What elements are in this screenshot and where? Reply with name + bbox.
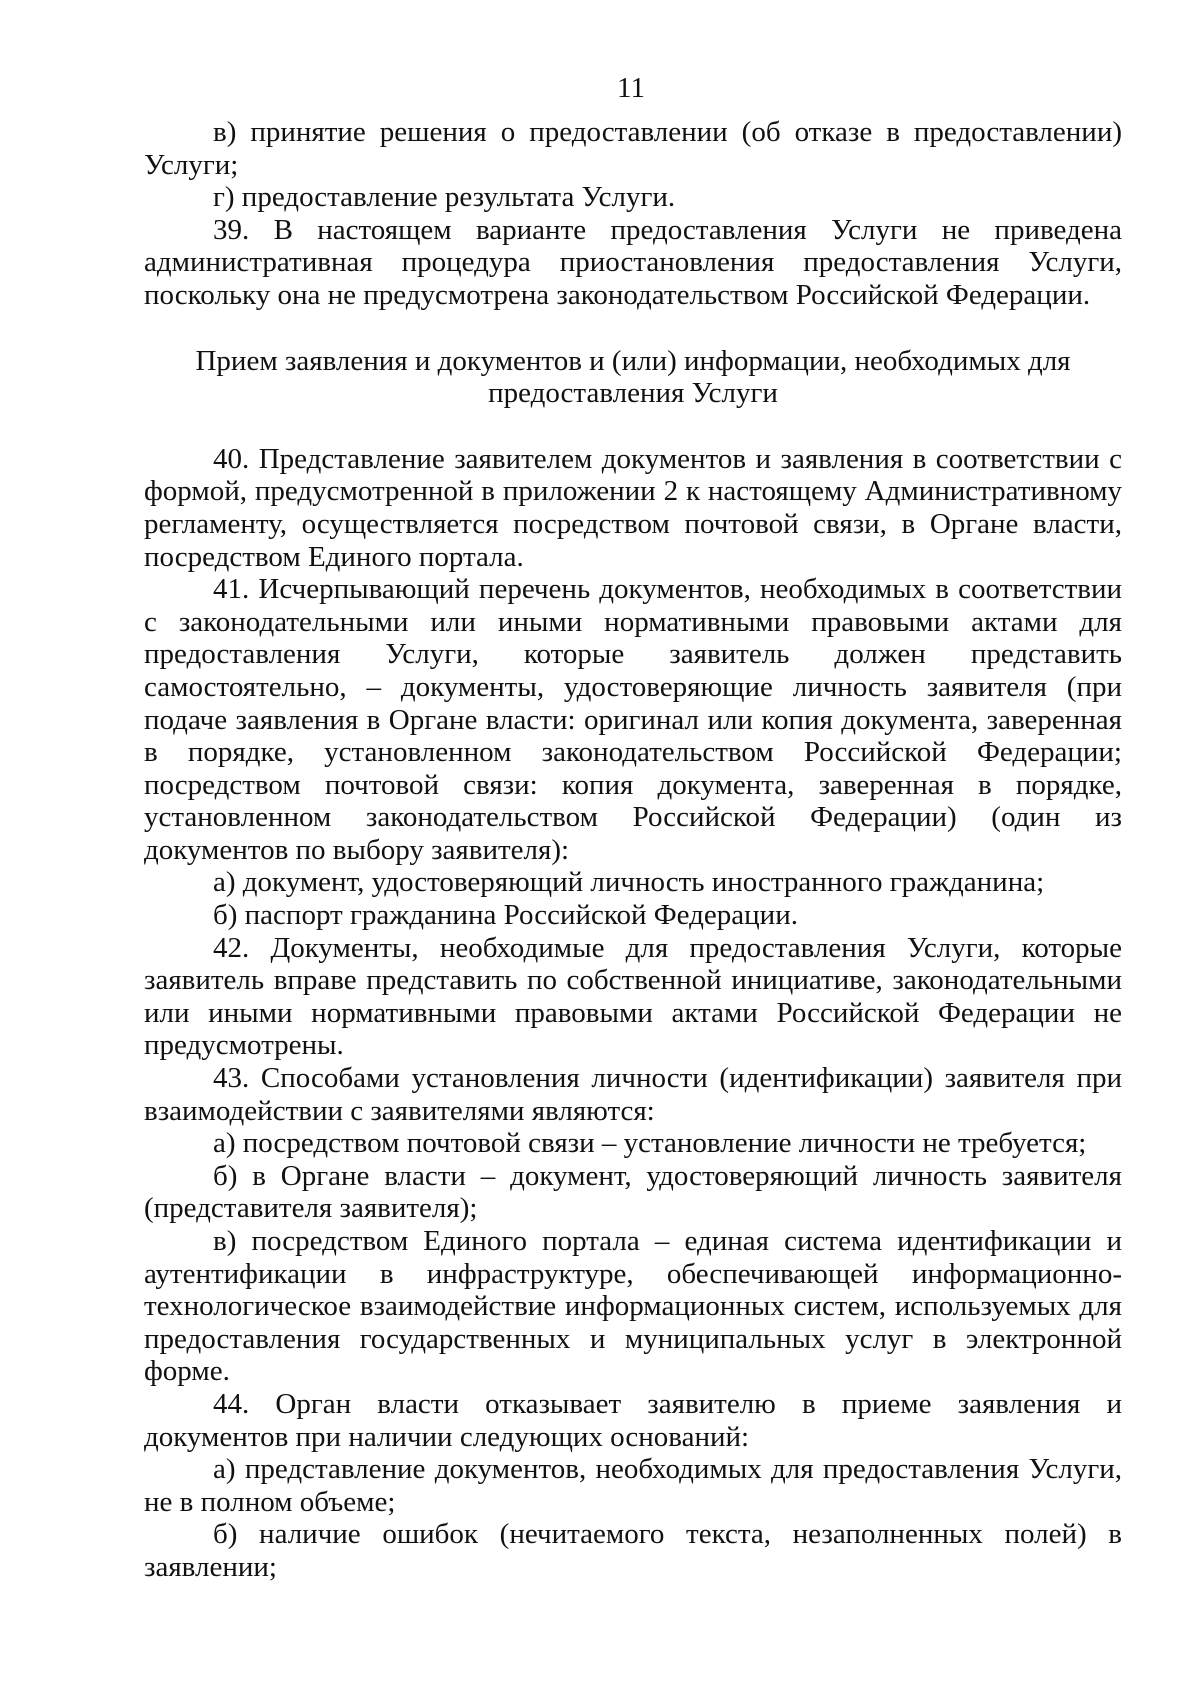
paragraph: 43. Способами установления личности (идентификации) заявителя при взаимодействии с заявителями являются: [144, 1062, 1122, 1127]
list-item: б) в Органе власти – документ, удостоверяющий личность заявителя (представителя заявителя); [144, 1159, 1122, 1225]
section-heading-line: предоставления Услуги [488, 377, 778, 410]
document-body [144, 116, 1122, 1584]
list-item: а) посредством почтовой связи – установление личности не требуется; [213, 1127, 1087, 1160]
list-item: а) представление документов, необходимых для предоставления Услуги, не в полном объеме; [144, 1453, 1122, 1518]
paragraph: 44. Орган власти отказывает заявителю в приеме заявления и документов при наличии следующих оснований: [144, 1387, 1122, 1453]
list-item: в) посредством Единого портала – единая система идентификации и аутентификации в инфраструктуре, обеспечивающей информационно-технологическое взаимодействие информационных систем, используемых для предоставления государственных и муниципальных услуг в электронной форме. [144, 1225, 1122, 1388]
paragraph: 41. Исчерпывающий перечень документов, необходимых в соответствии с законодательными или иными нормативными правовыми актами для предоставления Услуги, которые заявитель должен представить самостоятельно, – документы, удостоверяющие личность заявителя (при подаче заявления в Органе власти: оригинал или копия документа, заверенная в порядке, установленном законодательством Российской Федерации; посредством почтовой связи: копия документа, заверенная в порядке, установленном законодательством Российской Федерации) (один из документов по выбору заявителя): [144, 573, 1122, 866]
list-item: а) документ, удостоверяющий личность иностранного гражданина; [213, 866, 1045, 899]
list-item: б) наличие ошибок (нечитаемого текста, незаполненных полей) в заявлении; [144, 1518, 1122, 1583]
paragraph: 40. Представление заявителем документов и заявления в соответствии с формой, предусмотренной в приложении 2 к настоящему Административному регламенту, осуществляется посредством почтовой связи, в Органе власти, посредством Единого портала. [144, 442, 1122, 573]
paragraph: г) предоставление результата Услуги. [213, 181, 676, 214]
section-heading-line: Прием заявления и документов и (или) информации, необходимых для [195, 344, 1071, 377]
paragraph: 39. В настоящем варианте предоставления Услуги не приведена административная процедура приостановления предоставления Услуги, поскольку она не предусмотрена законодательством Российской Федерации. [144, 213, 1122, 311]
paragraph: 42. Документы, необходимые для предоставления Услуги, которые заявитель вправе представить по собственной инициативе, законодательными или иными нормативными правовыми актами Российской Федерации не предусмотрены. [144, 931, 1122, 1062]
list-item: б) паспорт гражданина Российской Федерации. [213, 899, 798, 932]
page-number: 11 [617, 72, 645, 104]
paragraph: в) принятие решения о предоставлении (об отказе в предоставлении) Услуги; [144, 116, 1122, 181]
section-heading [144, 345, 1122, 410]
